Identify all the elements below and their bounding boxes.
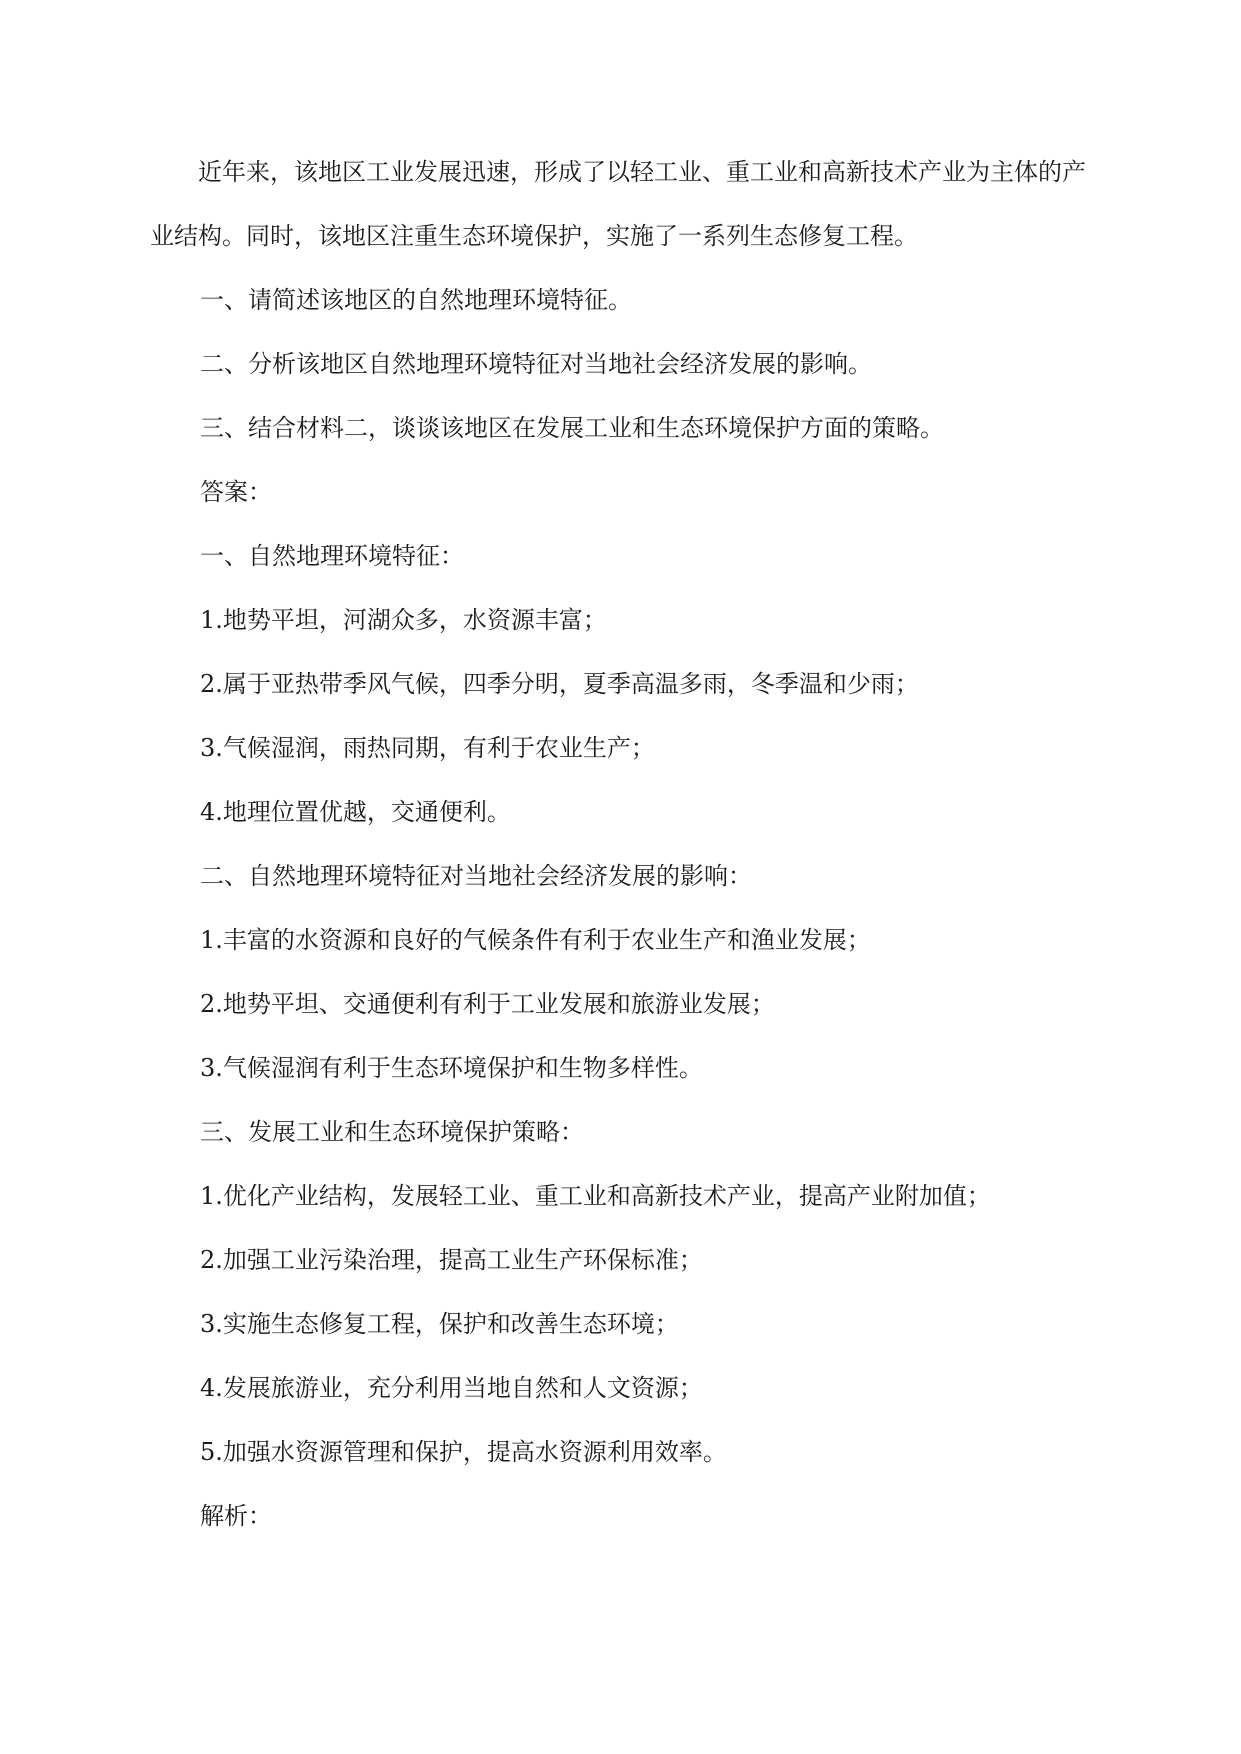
question-3: 三、结合材料二，谈谈该地区在发展工业和生态环境保护方面的策略。 — [200, 414, 944, 442]
section-3-heading: 三、发展工业和生态环境保护策略： — [200, 1118, 584, 1146]
section-1-heading: 一、自然地理环境特征： — [200, 542, 464, 570]
section-3-item-4: 4.发展旅游业，充分利用当地自然和人文资源； — [200, 1374, 703, 1402]
section-2-item-1: 1.丰富的水资源和良好的气候条件有利于农业生产和渔业发展； — [200, 926, 871, 954]
section-1-item-4: 4.地理位置优越，交通便利。 — [200, 798, 511, 826]
section-2-item-2: 2.地势平坦、交通便利有利于工业发展和旅游业发展； — [200, 990, 775, 1018]
section-3-item-1: 1.优化产业结构，发展轻工业、重工业和高新技术产业，提高产业附加值； — [200, 1182, 991, 1210]
section-2-heading: 二、自然地理环境特征对当地社会经济发展的影响： — [200, 862, 752, 890]
analysis-label: 解析： — [200, 1502, 272, 1530]
question-1: 一、请简述该地区的自然地理环境特征。 — [200, 286, 632, 314]
intro-paragraph: 近年来，该地区工业发展迅速，形成了以轻工业、重工业和高新技术产业为主体的产业结构。同时，该地区注重生态环境保护，实施了一系列生态修复工程。 — [150, 158, 1086, 250]
section-3-item-2: 2.加强工业污染治理，提高工业生产环保标准； — [200, 1246, 703, 1274]
section-3-item-3: 3.实施生态修复工程，保护和改善生态环境； — [200, 1310, 679, 1338]
section-1-item-3: 3.气候湿润，雨热同期，有利于农业生产； — [200, 734, 655, 762]
section-2-item-3: 3.气候湿润有利于生态环境保护和生物多样性。 — [200, 1054, 703, 1082]
section-3-item-5: 5.加强水资源管理和保护，提高水资源利用效率。 — [200, 1438, 727, 1466]
section-1-item-2: 2.属于亚热带季风气候，四季分明，夏季高温多雨，冬季温和少雨； — [200, 670, 919, 698]
question-2: 二、分析该地区自然地理环境特征对当地社会经济发展的影响。 — [200, 350, 872, 378]
section-1-item-1: 1.地势平坦，河湖众多，水资源丰富； — [200, 606, 607, 634]
answer-label: 答案： — [200, 478, 272, 506]
document-body — [150, 140, 1100, 1548]
